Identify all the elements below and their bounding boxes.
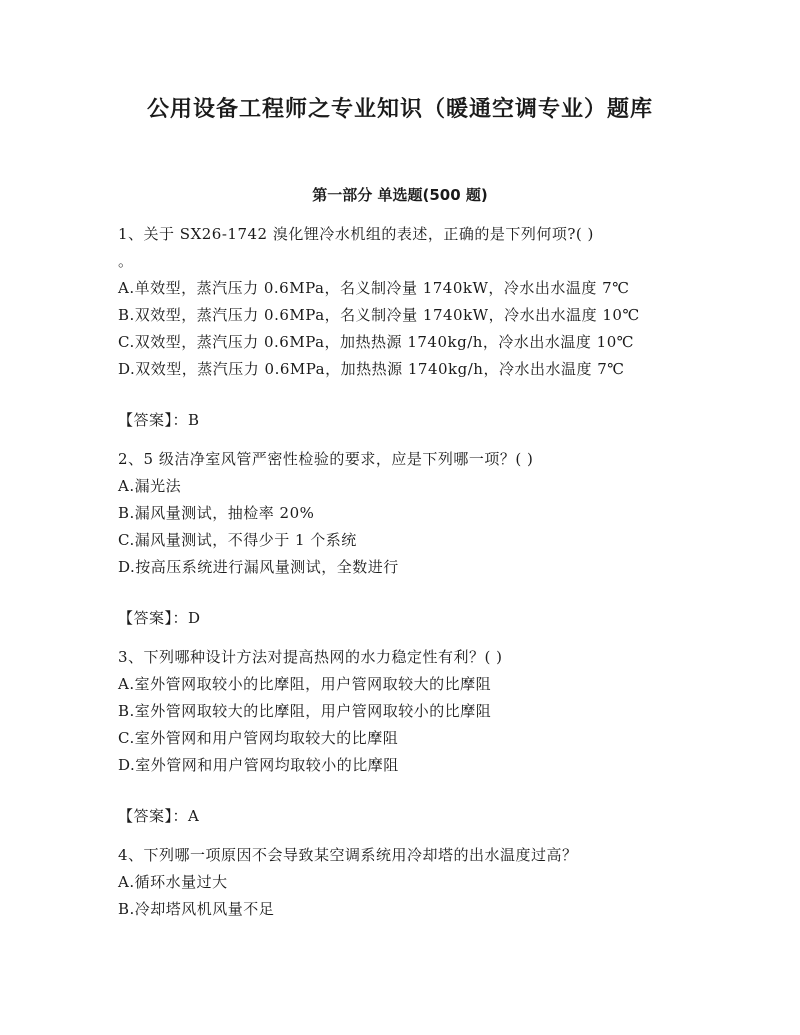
question-stem: 4、下列哪一项原因不会导致某空调系统用冷却塔的出水温度过高？: [118, 846, 578, 864]
answer: [118, 605, 698, 632]
option-b: B.漏风量测试，抽检率 20%: [118, 504, 315, 522]
answer: [118, 407, 698, 434]
question-4: [118, 842, 698, 923]
answer-value: B: [188, 411, 200, 429]
answer: [118, 803, 698, 830]
option-b: B.双效型，蒸汽压力 0.6MPa，名义制冷量 1740kW，冷水出水温度 10℃: [118, 306, 640, 324]
answer-value: A: [188, 807, 200, 825]
answer-label: 【答案】：: [118, 807, 189, 825]
question-2: [118, 446, 698, 644]
option-c: C.双效型，蒸汽压力 0.6MPa，加热热源 1740kg/h，冷水出水温度 10℃: [118, 333, 635, 351]
option-d: D.按高压系统进行漏风量测试，全数进行: [118, 558, 399, 576]
question-stem: 3、下列哪种设计方法对提高热网的水力稳定性有利？( ): [118, 648, 503, 666]
option-d: D.室外管网和用户管网均取较小的比摩阻: [118, 756, 399, 774]
question-stem-continuation: 。: [118, 252, 134, 270]
option-a: A.循环水量过大: [118, 873, 228, 891]
section-title: 第一部分 单选题(500 题): [312, 186, 488, 204]
option-a: A.室外管网取较小的比摩阻，用户管网取较大的比摩阻: [118, 675, 492, 693]
option-a: A.漏光法: [118, 477, 182, 495]
option-d: D.双效型，蒸汽压力 0.6MPa，加热热源 1740kg/h，冷水出水温度 7℃: [118, 360, 625, 378]
option-a: A.单效型，蒸汽压力 0.6MPa，名义制冷量 1740kW，冷水出水温度 7℃: [118, 279, 630, 297]
question-stem: 1、关于 SX26-1742 溴化锂冷水机组的表述，正确的是下列何项?( ): [118, 225, 594, 243]
answer-label: 【答案】：: [118, 609, 189, 627]
question-stem: 2、5 级洁净室风管严密性检验的要求，应是下列哪一项？( ): [118, 450, 534, 468]
answer-value: D: [188, 609, 201, 627]
document-title: 公用设备工程师之专业知识（暖通空调专业）题库: [146, 97, 653, 122]
option-c: C.漏风量测试，不得少于 1 个系统: [118, 531, 357, 549]
option-c: C.室外管网和用户管网均取较大的比摩阻: [118, 729, 399, 747]
option-b: B.冷却塔风机风量不足: [118, 900, 275, 918]
option-b: B.室外管网取较大的比摩阻，用户管网取较小的比摩阻: [118, 702, 492, 720]
question-1: [118, 221, 698, 446]
question-3: [118, 644, 698, 842]
question-list: [118, 221, 698, 923]
answer-label: 【答案】：: [118, 411, 189, 429]
